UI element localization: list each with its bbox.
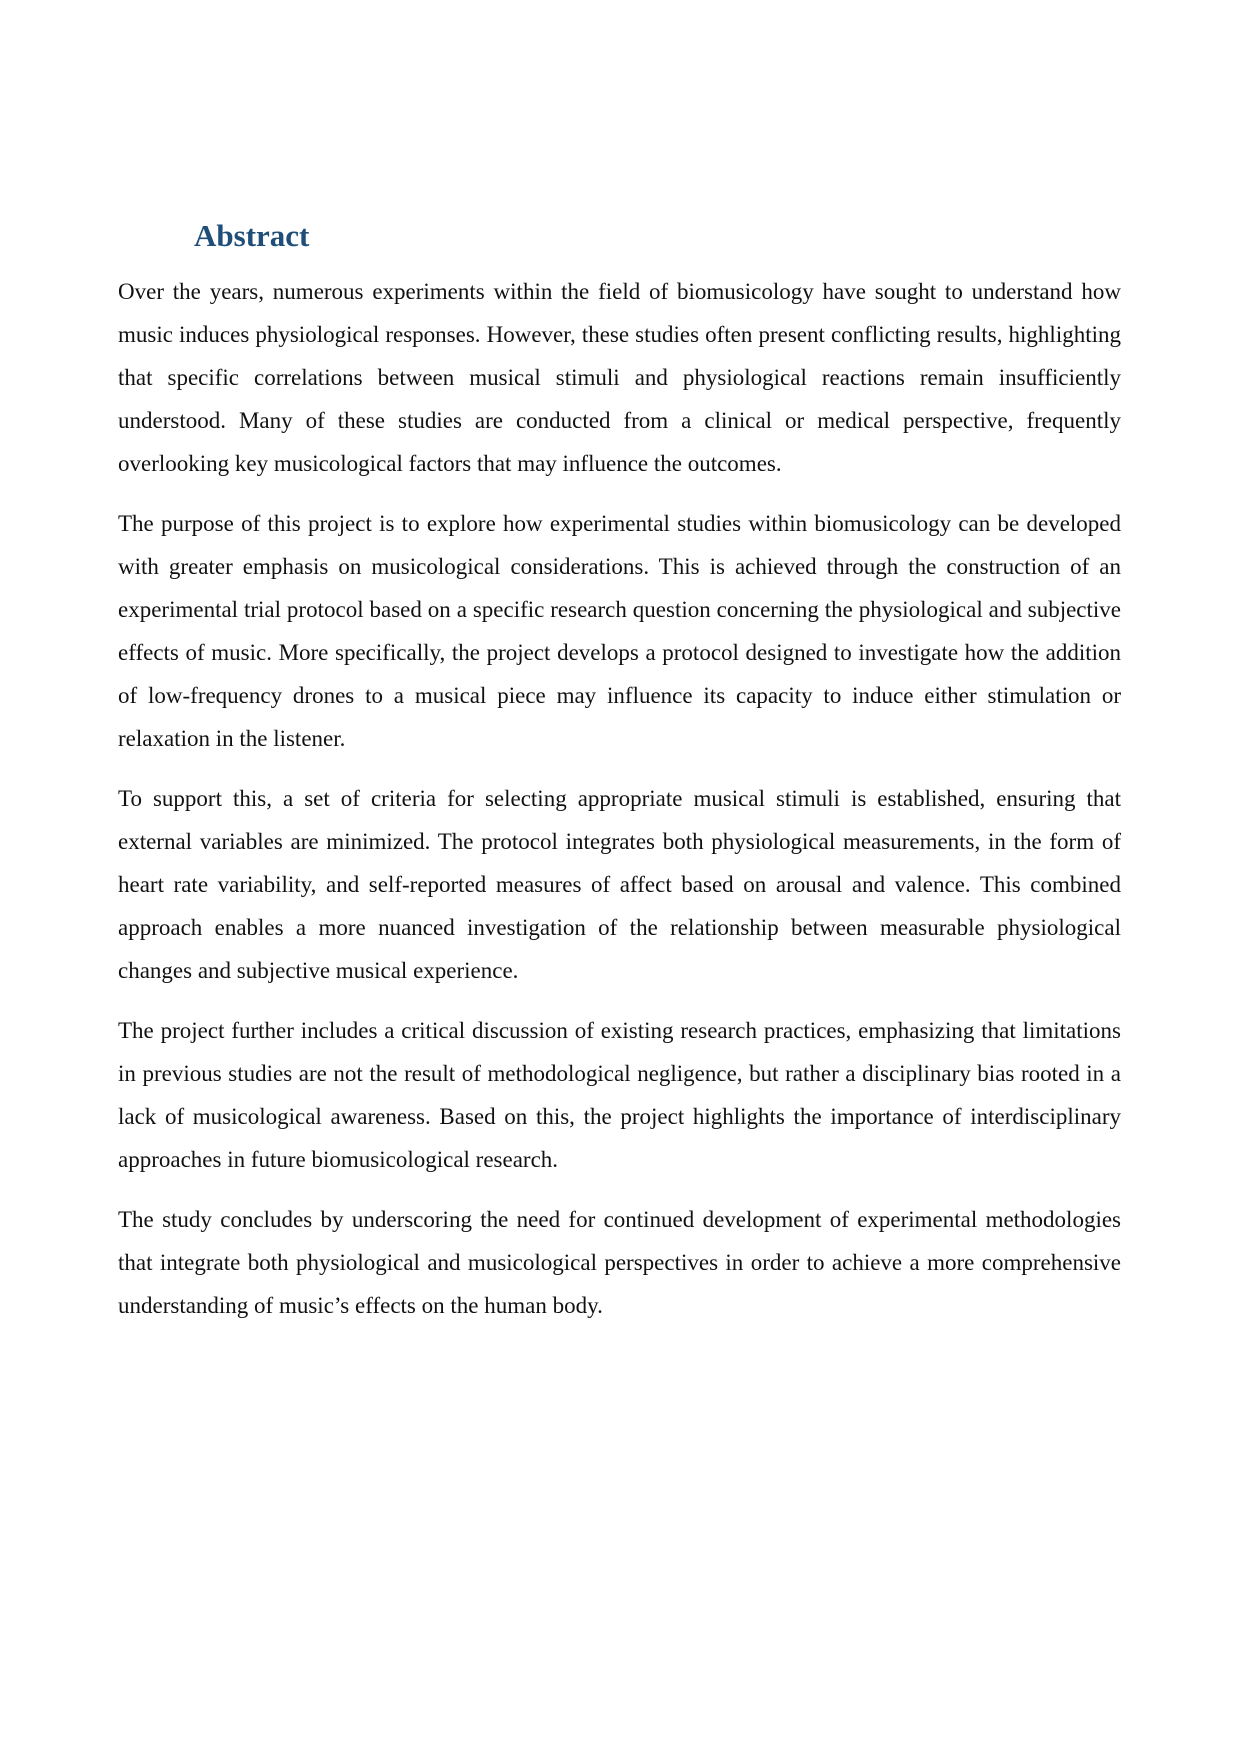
abstract-paragraph-2: The purpose of this project is to explore how experimental studies within biomusicology can be developed with greater emphasis on musicological considerations. This is achieved through the construction of an experimental trial protocol based on a specific research question concerning the physiological and subjective effects of music. More specifically, the project develops a protocol designed to investigate how the addition of low-frequency drones to a musical piece may influence its capacity to induce either stimulation or relaxation in the listener.	[118, 511, 1121, 751]
abstract-body	[118, 270, 1121, 1327]
abstract-paragraph-4: The project further includes a critical discussion of existing research practices, emphasizing that limitations in previous studies are not the result of methodological negligence, but rather a disciplinary bias rooted in a lack of musicological awareness. Based on this, the project highlights the importance of interdisciplinary approaches in future biomusicological research.	[118, 1018, 1121, 1172]
abstract-paragraph-3: To support this, a set of criteria for selecting appropriate musical stimuli is established, ensuring that external variables are minimized. The protocol integrates both physiological measurements, in the form of heart rate variability, and self-reported measures of affect based on arousal and valence. This combined approach enables a more nuanced investigation of the relationship between measurable physiological changes and subjective musical experience.	[118, 786, 1121, 983]
abstract-heading: Abstract	[194, 218, 310, 253]
abstract-paragraph-5: The study concludes by underscoring the need for continued development of experimental methodologies that integrate both physiological and musicological perspectives in order to achieve a more comprehensive understanding of music’s effects on the human body.	[118, 1207, 1121, 1318]
abstract-section	[118, 214, 1121, 1344]
abstract-paragraph-1: Over the years, numerous experiments within the field of biomusicology have sought to understand how music induces physiological responses. However, these studies often present conflicting results, highlighting that specific correlations between musical stimuli and physiological reactions remain insufficiently understood. Many of these studies are conducted from a clinical or medical perspective, frequently overlooking key musicological factors that may influence the outcomes.	[118, 279, 1121, 476]
